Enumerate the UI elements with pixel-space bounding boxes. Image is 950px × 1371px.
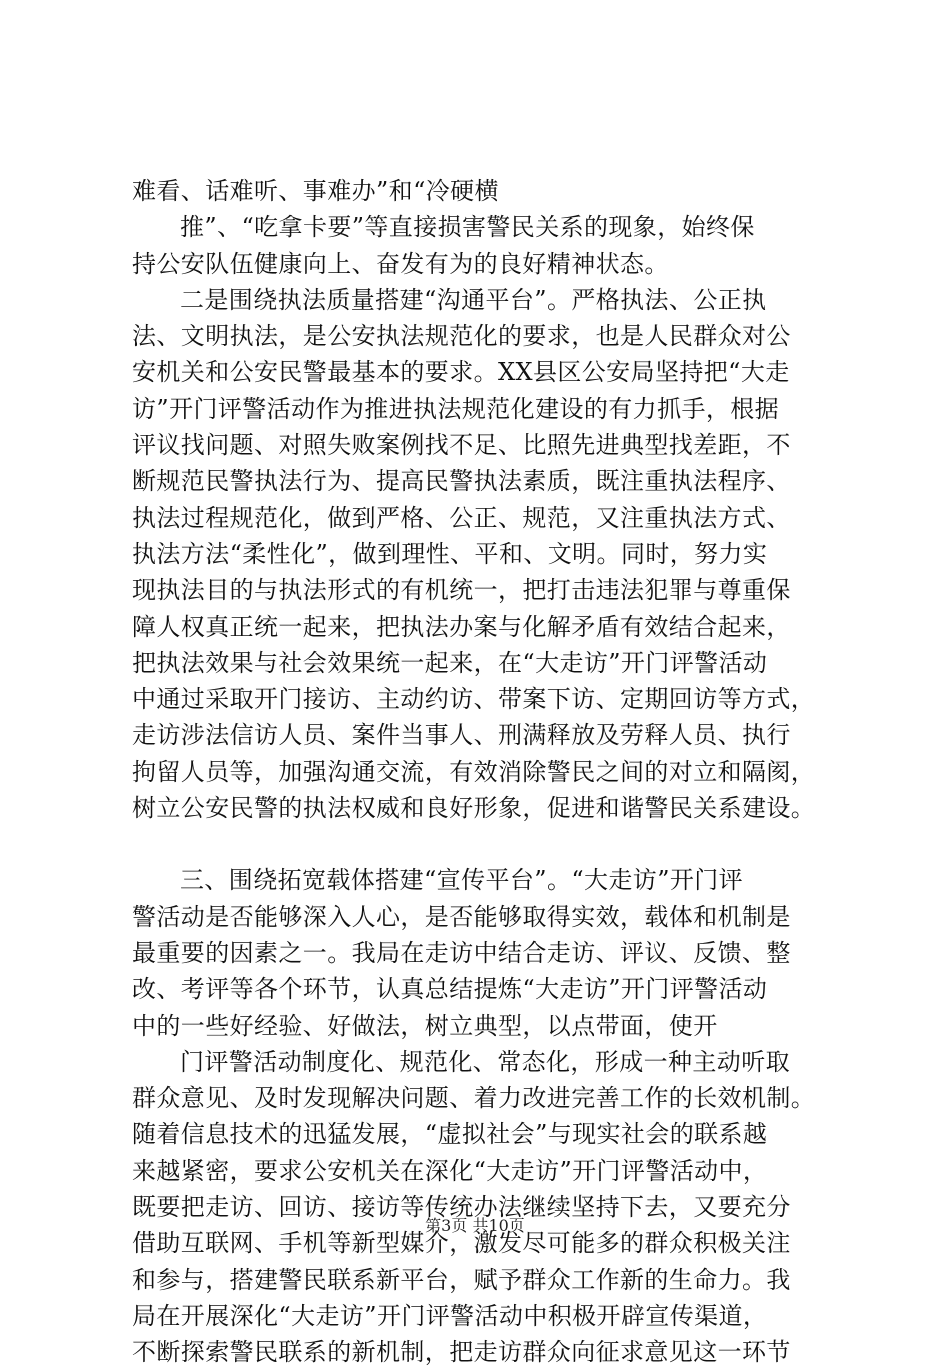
text-line: 现执法目的与执法形式的有机统一，把打击违法犯罪与尊重保 (132, 576, 791, 605)
text-line: 随着信息技术的迅猛发展，“虚拟社会”与现实社会的联系越 (132, 1120, 768, 1149)
text-line: 法、文明执法，是公安执法规范化的要求，也是人民群众对公 (132, 322, 791, 351)
text-line: 既要把走访、回访、接访等传统办法继续坚持下去，又要充分 (132, 1193, 791, 1222)
text-line: 二是围绕执法质量搭建“沟通平台”。严格执法、公正执 (180, 285, 767, 314)
text-line: 执法过程规范化，做到严格、公正、规范，又注重执法方式、 (132, 503, 791, 532)
text-line: 中的一些好经验、好做法，树立典型，以点带面，使开 (132, 1011, 718, 1040)
text-line: 执法方法“柔性化”，做到理性、平和、文明。同时，努力实 (132, 539, 768, 568)
text-line: 不断探索警民联系的新机制，把走访群众向征求意见这一环节 (132, 1338, 791, 1367)
text-line: 三、围绕拓宽载体搭建“宣传平台”。“大走访”开门评 (180, 866, 744, 895)
paragraph-gap (132, 826, 844, 862)
text-line: 推”、“吃拿卡要”等直接损害警民关系的现象，始终保 (180, 213, 755, 242)
page-number-footer: 第3页 共10页 (425, 1216, 525, 1235)
text-line: 警活动是否能够深入人心，是否能够取得实效，载体和机制是 (132, 902, 791, 931)
text-line: 和参与，搭建警民联系新平台，赋予群众工作新的生命力。我 (132, 1265, 791, 1294)
text-line: 断规范民警执法行为、提高民警执法素质，既注重执法程序、 (132, 467, 791, 496)
text-line: 拘留人员等，加强沟通交流，有效消除警民之间的对立和隔阂， (132, 757, 816, 786)
text-line: 群众意见、及时发现解决问题、着力改进完善工作的长效机制。 (132, 1084, 816, 1113)
text-line: 把执法效果与社会效果统一起来，在“大走访”开门评警活动 (132, 648, 768, 677)
text-line: 评议找问题、对照失败案例找不足、比照先进典型找差距，不 (132, 431, 791, 460)
text-line: 借助互联网、手机等新型媒介，激发尽可能多的群众积极关注 (132, 1229, 791, 1258)
text-line: 最重要的因素之一。我局在走访中结合走访、评议、反馈、整 (132, 938, 791, 967)
text-line: 走访涉法信访人员、案件当事人、刑满释放及劳释人员、执行 (132, 721, 791, 750)
text-line: 访”开门评警活动作为推进执法规范化建设的有力抓手，根据 (132, 394, 780, 423)
text-line: 中通过采取开门接访、主动约访、带案下访、定期回访等方式， (132, 685, 816, 714)
body-text (132, 173, 844, 1371)
text-line: 门评警活动制度化、规范化、常态化，形成一种主动听取 (180, 1047, 790, 1076)
text-line: 来越紧密，要求公安机关在深化“大走访”开门评警活动中， (132, 1156, 768, 1185)
text-line: 树立公安民警的执法权威和良好形象，促进和谐警民关系建设。 (132, 794, 816, 823)
text-line: 改、考评等各个环节，认真总结提炼“大走访”开门评警活动 (132, 975, 768, 1004)
text-line: 局在开展深化“大走访”开门评警活动中积极开辟宣传渠道， (132, 1301, 768, 1330)
text-line: 障人权真正统一起来，把执法办案与化解矛盾有效结合起来， (132, 612, 791, 641)
text-line: 难看、话难听、事难办”和“冷硬横 (132, 177, 499, 205)
text-line: 安机关和公安民警最基本的要求。XX县区公安局坚持把“大走 (132, 358, 790, 387)
text-line: 持公安队伍健康向上、奋发有为的良好精神状态。 (132, 249, 669, 278)
